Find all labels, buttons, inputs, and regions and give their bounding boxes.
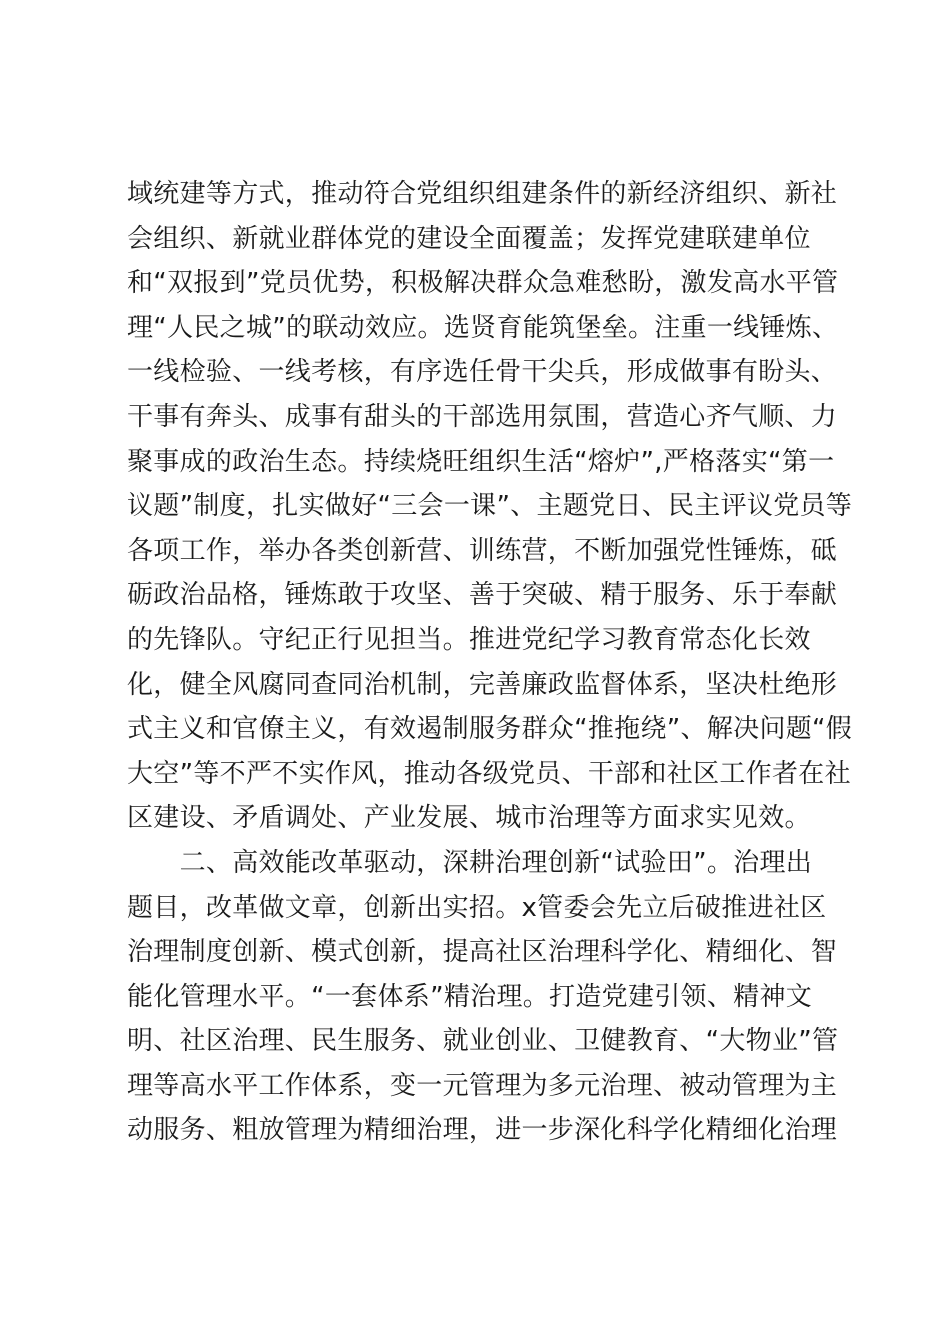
text-line: 治理制度创新、模式创新，提高社区治理科学化、精细化、智 bbox=[127, 937, 838, 968]
text-line: 化，健全风腐同查同治机制，完善廉政监督体系，坚决杜绝形 bbox=[127, 669, 838, 700]
text-line: 的先锋队。守纪正行见担当。推进党纪学习教育常态化长效 bbox=[127, 624, 811, 655]
text-line: 区建设、矛盾调处、产业发展、城市治理等方面求实见效。 bbox=[127, 803, 811, 834]
text-line: 能化管理水平。“一套体系”精治理。打造党建引领、精神文 bbox=[127, 981, 813, 1012]
text-line: 大空”等不严不实作风，推动各级党员、干部和社区工作者在社 bbox=[127, 758, 851, 789]
text-line: 各项工作，举办各类创新营、训练营，不断加强党性锤炼，砥 bbox=[127, 535, 838, 566]
text-line: 明、社区治理、民生服务、就业创业、卫健教育、“大物业”管 bbox=[127, 1026, 839, 1057]
text-line: 动服务、粗放管理为精细治理，进一步深化科学化精细化治理 bbox=[127, 1115, 838, 1146]
text-line: 会组织、新就业群体党的建设全面覆盖；发挥党建联建单位 bbox=[127, 223, 811, 254]
text-line: 式主义和官僚主义，有效遏制服务群众“推拖绕”、解决问题“假 bbox=[127, 714, 853, 745]
text-line: 议题”制度，扎实做好“三会一课”、主题党日、民主评议党员等 bbox=[127, 491, 853, 522]
text-line: 和“双报到”党员优势，积极解决群众急难愁盼，激发高水平管 bbox=[127, 268, 839, 299]
text-line: 理等高水平工作体系，变一元管理为多元治理、被动管理为主 bbox=[127, 1070, 838, 1101]
text-line: 理“人民之城”的联动效应。选贤育能筑堡垒。注重一线锤炼、 bbox=[127, 312, 839, 343]
body-text bbox=[127, 172, 853, 1153]
text-line: 干事有奔头、成事有甜头的干部选用氛围，营造心齐气顺、力 bbox=[127, 401, 838, 432]
text-line: 聚事成的政治生态。持续烧旺组织生活“熔炉”,严格落实“第一 bbox=[127, 446, 835, 477]
section-heading-line: 二、高效能改革驱动，深耕治理创新“试验田”。治理出 bbox=[127, 847, 813, 878]
text-line: 砺政治品格，锤炼敢于攻坚、善于突破、精于服务、乐于奉献 bbox=[127, 580, 838, 611]
text-line: 一线检验、一线考核，有序选任骨干尖兵，形成做事有盼头、 bbox=[127, 357, 838, 388]
text-line: 域统建等方式，推动符合党组织组建条件的新经济组织、新社 bbox=[127, 179, 838, 209]
text-line: 题目，改革做文章，创新出实招。x管委会先立后破推进社区 bbox=[127, 892, 827, 923]
